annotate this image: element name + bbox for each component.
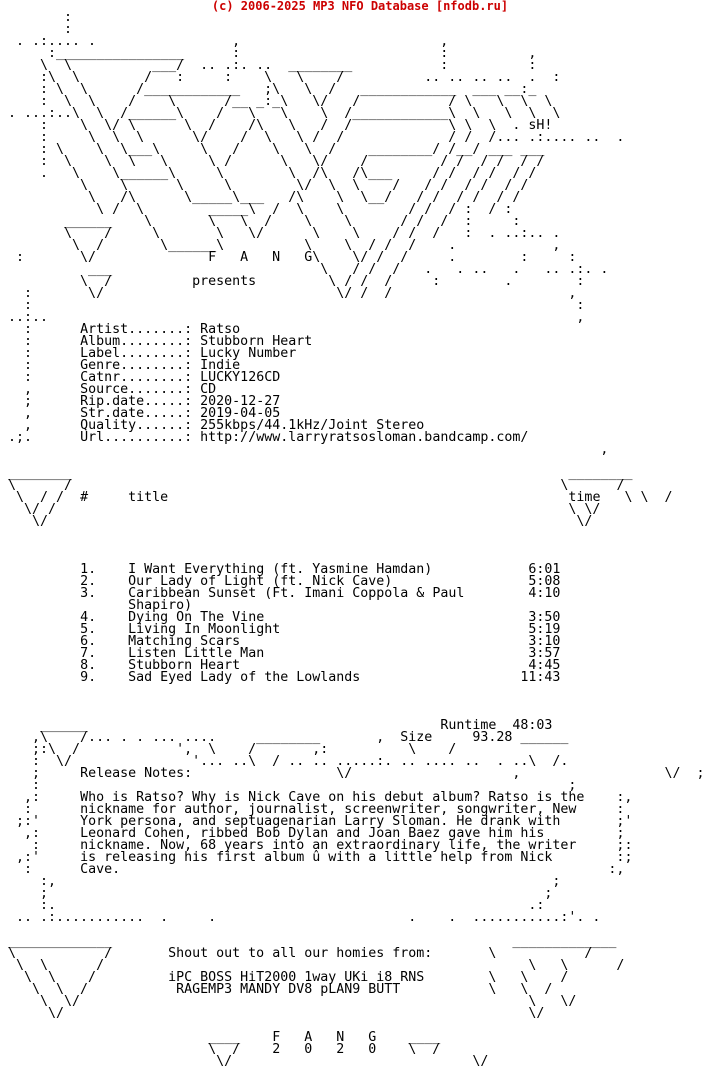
ascii-art: \ /	[0, 274, 193, 289]
track-number: 5.	[80, 622, 97, 637]
ascii-art: :	[576, 802, 625, 817]
ascii-art: \/ /	[0, 502, 57, 517]
info-label-rip-date: Rip.date.....:	[80, 394, 193, 409]
size-value: 93.28	[472, 730, 513, 745]
ascii-art: ; ;	[0, 886, 553, 901]
info-value-catnr: LUCKY126CD	[200, 370, 281, 385]
ascii-art: ;:\ / ', \ / ,: \ /	[0, 742, 457, 757]
ascii-art: : \/	[0, 250, 209, 265]
ascii-art: \ \/	[568, 502, 601, 517]
info-value-source: CD	[200, 382, 217, 397]
release-notes-label: Release Notes:	[80, 766, 193, 781]
ascii-art: :	[0, 802, 81, 817]
ascii-art: . .:.... . , ,	[0, 34, 449, 49]
track-number: 1.	[80, 562, 97, 577]
ascii-art: :\ \ / : : \ \ / .. .. .. .. . :	[0, 70, 561, 85]
ascii-art: : \ \ / \ /__ _:_\ \/ / / \ \ \ \	[0, 94, 553, 109]
ascii-art: \ \ /	[600, 490, 673, 505]
ascii-art: :,	[584, 790, 633, 805]
ascii-art: \ \ /	[528, 958, 625, 973]
ascii-art: _____________	[0, 934, 113, 949]
ascii-art: ,:'	[0, 850, 81, 865]
size-label: Size	[400, 730, 433, 745]
runtime-label: Runtime	[440, 718, 497, 733]
track-title: Matching Scars	[128, 634, 241, 649]
ascii-art: ;:'	[0, 814, 81, 829]
ascii-art: \/	[576, 514, 593, 529]
release-notes-line: is releasing his first album û with a little help from Nick	[80, 850, 553, 865]
track-title: I Want Everything (ft. Yasmine Hamdan)	[128, 562, 433, 577]
track-title: Sad Eyed Lady of the Lowlands	[128, 670, 361, 685]
track-title: Stubborn Heart	[128, 658, 241, 673]
track-number: 8.	[80, 658, 97, 673]
ascii-art: \ / \ \ \/ \ \ / / / : . ..:.. .	[0, 226, 561, 241]
ascii-art: :________________ : : ,	[0, 46, 537, 61]
ascii-art: \ \ /	[400, 982, 553, 997]
ascii-art: ___ \ / / / . . .. . .. .:. .	[0, 262, 609, 277]
ascii-art: \ \ /	[0, 970, 169, 985]
release-notes-line: York persona, and septuagenarian Larry Sloman. He drank with	[80, 814, 561, 829]
track-title: Listen Little Man	[128, 646, 265, 661]
ascii-art: \ \ ___/ .. .:. .. ________ : :	[0, 58, 537, 73]
ascii-art: : \/ '... ..\ / .. .. .....:. .. .... .. . ..\ /.	[0, 754, 569, 769]
ascii-art: ______	[512, 730, 569, 745]
info-label-label: Label........:	[80, 346, 193, 361]
tracklist-header-num: #	[80, 490, 89, 505]
ascii-art: :;	[552, 850, 633, 865]
info-value-artist: Ratso	[200, 322, 241, 337]
track-number: 6.	[80, 634, 97, 649]
nfo-body	[0, 12, 705, 1068]
ascii-art: :	[0, 334, 81, 349]
ascii-art: .. .:........... . . . . ...........:'. .	[0, 910, 601, 925]
ascii-art: ,	[0, 442, 609, 457]
ascii-art: \ \ \ \ \/ \ \ / / / / / / /	[0, 178, 529, 193]
footer-year: 2 0 2 0	[272, 1042, 377, 1057]
info-value-album: Stubborn Heart	[200, 334, 313, 349]
ascii-art: \ \/ / / . : :	[312, 250, 577, 265]
ascii-art: : \ \ \ \ \ / \ \/ / / / / / / /	[0, 154, 545, 169]
info-label-source: Source.......:	[80, 382, 193, 397]
track-title: Living In Moonlight	[128, 622, 281, 637]
ascii-art: . \ \______\ \ \ /\ /\___ / / / / / /	[0, 166, 537, 181]
info-value-quality: 255kbps/44.1kHz/Joint Stereo	[200, 418, 425, 433]
tracklist-header-time: time	[568, 490, 601, 505]
ascii-art: _____________	[512, 934, 617, 949]
ascii-art: ____	[376, 1030, 441, 1045]
track-time: 4:45	[528, 658, 561, 673]
runtime-value: 48:03	[512, 718, 553, 733]
release-notes-line: Cave.	[80, 862, 121, 877]
release-notes-line: Leonard Cohen, ribbed Bob Dylan and Joan Baez gave him his	[80, 826, 545, 841]
presents-text: presents	[192, 274, 257, 289]
info-label-quality: Quality......:	[80, 418, 193, 433]
track-time: 3:57	[528, 646, 561, 661]
info-label-artist: Artist.......:	[80, 322, 193, 337]
track-time: 3:50	[528, 610, 561, 625]
release-notes-line: nickname. Now, 68 years into an extraordinary life, the writer	[80, 838, 577, 853]
ascii-art: : \/ \/ / / ,	[0, 286, 577, 301]
info-label-album: Album........:	[80, 334, 193, 349]
ascii-art: :,	[120, 862, 625, 877]
tracklist-header-title: title	[128, 490, 169, 505]
track-time: 6:01	[528, 562, 561, 577]
group-logo: F A N G	[208, 250, 313, 265]
ascii-art: : ;	[0, 778, 577, 793]
ascii-art: :	[0, 22, 73, 37]
ascii-art: \ /	[0, 478, 73, 493]
ascii-art: ;	[0, 766, 81, 781]
ascii-art: ,:	[0, 826, 81, 841]
ascii-art: \ \ /	[0, 958, 105, 973]
ascii-art: \/	[0, 1054, 233, 1069]
track-time: 11:43	[520, 670, 561, 685]
ascii-art: \ / / / : . :	[256, 274, 585, 289]
ascii-art: \/	[0, 514, 49, 529]
ascii-art: ;	[544, 826, 625, 841]
ascii-art: \/ , \/ ;	[192, 766, 705, 781]
ascii-art: : :	[0, 298, 585, 313]
ascii-art: \ \/	[528, 994, 577, 1009]
info-value-label: Lucky Number	[200, 346, 297, 361]
info-label-catnr: Catnr........:	[80, 370, 193, 385]
ascii-art: : \ \/ \ \ / /\ \ / / \ \ \ . sH!	[0, 118, 553, 133]
shoutout-groups-2: RAGEMP3 MANDY DV8 pLAN9 BUTT	[176, 982, 401, 997]
ascii-art: \ / \______\ \ \ / / / . ,	[0, 238, 561, 253]
release-notes-line: Who is Ratso? Why is Nick Cave on his debut album? Ratso is the	[80, 790, 585, 805]
ascii-art: : \ \ /____________ ;\ \ / ____________ ___ __:_	[0, 82, 537, 97]
ascii-art: ;	[0, 394, 81, 409]
ascii-art: \ \ /	[0, 982, 177, 997]
ascii-art: \/	[0, 1006, 65, 1021]
ascii-art: :	[0, 838, 81, 853]
track-time: 3:10	[528, 634, 561, 649]
ascii-art: . ...:..\ \ /______\ / \ \ \ /____________\ \ \ \ \	[0, 106, 561, 121]
ascii-art: :. .:	[0, 898, 545, 913]
ascii-art: :	[0, 322, 81, 337]
info-value-url: http://www.larryratsosloman.bandcamp.com/	[200, 430, 529, 445]
ascii-art: \ / /	[0, 490, 81, 505]
track-title: Caribbean Sunset (Ft. Imani Coppola & Paul	[128, 586, 465, 601]
ascii-art: ______	[0, 718, 89, 733]
ascii-art: : \ \ \ \/ / \ \ / / / / /... .:.... .. .	[0, 130, 625, 145]
ascii-art: :, ;	[0, 874, 561, 889]
info-label-url: Url..........:	[80, 430, 193, 445]
track-row	[0, 670, 560, 685]
ascii-art: ;'	[560, 814, 633, 829]
ascii-art: :	[0, 358, 81, 373]
ascii-art: ,\ /... . . ... .... ________ ,	[0, 730, 401, 745]
nfo-header: (c) 2006-2025 MP3 NFO Database [nfodb.ru]	[211, 0, 509, 13]
ascii-art: \ \/	[0, 994, 81, 1009]
ascii-art: ________	[0, 466, 73, 481]
info-value-str-date: 2019-04-05	[200, 406, 281, 421]
ascii-art: \/	[528, 1006, 545, 1021]
track-title: Dying On The Vine	[128, 610, 265, 625]
ascii-art: :	[0, 346, 81, 361]
ascii-art: ,	[0, 382, 81, 397]
ascii-art: \ / \ _____\ / \ \ / / / : / :	[0, 202, 513, 217]
info-label-genre: Genre........:	[80, 358, 193, 373]
ascii-art: .;.	[0, 430, 81, 445]
track-time: 5:19	[528, 622, 561, 637]
ascii-art	[48, 514, 576, 529]
track-title: Our Lady of Light (ft. Nick Cave)	[128, 574, 393, 589]
ascii-art: ,:	[0, 790, 81, 805]
shoutout-label: Shout out to all our homies from:	[168, 946, 433, 961]
info-value-genre: Indie	[200, 358, 241, 373]
ascii-art: :	[0, 862, 81, 877]
ascii-art	[232, 1054, 472, 1069]
track-number: 3.	[80, 586, 97, 601]
ascii-art: ;:	[576, 838, 633, 853]
ascii-art: \ /	[0, 946, 169, 961]
ascii-art: \ /	[432, 946, 593, 961]
track-title-continued: Shapiro)	[0, 598, 193, 613]
footer-group: F A N G	[272, 1030, 377, 1045]
info-value-rip-date: 2020-12-27	[200, 394, 281, 409]
ascii-art: \ /	[376, 1042, 441, 1057]
track-number: 4.	[80, 610, 97, 625]
ascii-art: ____	[0, 1030, 273, 1045]
track-time: 5:08	[528, 574, 561, 589]
track-number: 7.	[80, 646, 97, 661]
track-time: 4:10	[528, 586, 561, 601]
ascii-art: ,	[0, 406, 81, 421]
ascii-art: :	[0, 10, 73, 25]
shoutout-groups-1: iPC BOSS HiT2000 1way UKi i8 RNS	[168, 970, 425, 985]
ascii-art: ,	[0, 418, 81, 433]
release-notes-line: nickname for author, journalist, screenwriter, songwriter, New	[80, 802, 577, 817]
ascii-art: :	[0, 370, 81, 385]
ascii-art: \ /\ \_____\___ /\ \ \__/ / / / / / /	[0, 190, 521, 205]
track-number: 9.	[80, 670, 97, 685]
ascii-art: \/	[472, 1054, 489, 1069]
ascii-art: \ /	[560, 478, 625, 493]
info-label-str-date: Str.date.....:	[80, 406, 193, 421]
ascii-art: ..:.. ,	[0, 310, 585, 325]
ascii-art	[64, 1006, 528, 1021]
ascii-art: ________	[568, 466, 633, 481]
ascii-art: : \ \ \___\ \ / \ \ / ________/ /__/ ___ ___	[0, 142, 545, 157]
track-number: 2.	[80, 574, 97, 589]
ascii-art: \ \ /	[424, 970, 569, 985]
ascii-art: ______ \ \ \ / \ \ / / / : :	[0, 214, 521, 229]
ascii-art: \ /	[0, 1042, 273, 1057]
